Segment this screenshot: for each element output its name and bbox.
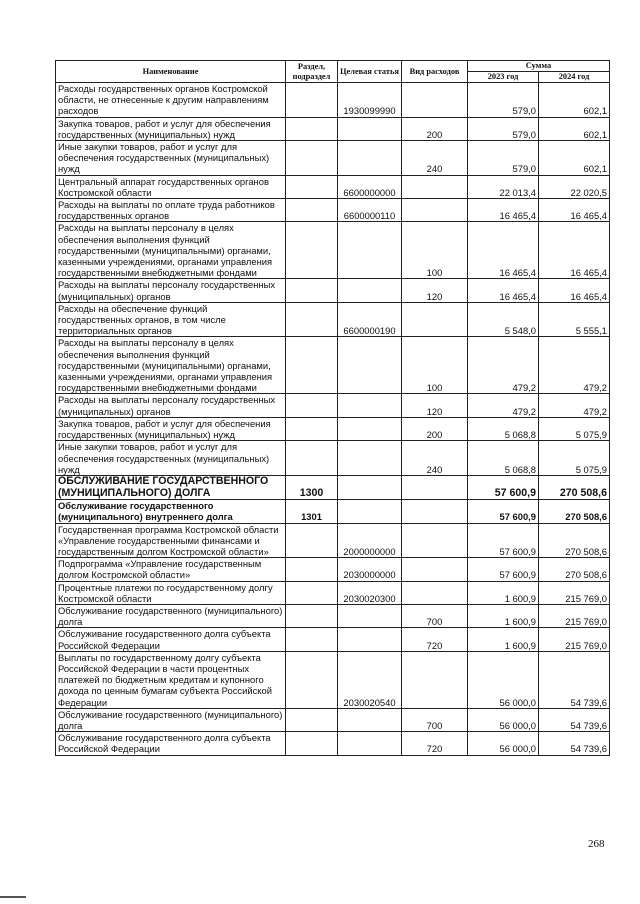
cell-razdel	[286, 628, 338, 651]
cell-cel	[338, 604, 402, 627]
cell-vid	[402, 558, 468, 581]
cell-cel	[338, 222, 402, 279]
table-row	[56, 175, 610, 198]
cell-y2024: 602,1	[539, 141, 610, 176]
table-row	[56, 199, 610, 222]
cell-razdel	[286, 441, 338, 476]
cell-vid	[402, 523, 468, 558]
header-summa: Сумма	[468, 61, 610, 72]
cell-y2023: 479,2	[468, 337, 539, 394]
cell-y2023: 16 465,4	[468, 279, 539, 302]
cell-razdel: 1301	[286, 500, 338, 523]
table-row	[56, 651, 610, 708]
cell-y2024: 270 508,6	[539, 475, 610, 499]
cell-name: Обслуживание государственного долга субъекта Российской Федерации	[56, 732, 286, 755]
table-row	[56, 83, 610, 118]
cell-y2024: 215 769,0	[539, 581, 610, 604]
table-row	[56, 302, 610, 337]
cell-y2023: 579,0	[468, 117, 539, 140]
header-name: Наименование	[56, 61, 286, 83]
cell-name: Обслуживание государственного долга субъекта Российской Федерации	[56, 628, 286, 651]
cell-cel	[338, 337, 402, 394]
cell-name: Государственная программа Костромской области «Управление государственными финансами и государственным долгом Костромской области»	[56, 523, 286, 558]
cell-name: Расходы на выплаты по оплате труда работников государственных органов	[56, 199, 286, 222]
cell-y2024: 602,1	[539, 83, 610, 118]
cell-y2023: 56 000,0	[468, 732, 539, 755]
cell-vid	[402, 199, 468, 222]
cell-vid	[402, 302, 468, 337]
table-row	[56, 117, 610, 140]
table-row	[56, 279, 610, 302]
cell-y2024: 54 739,6	[539, 651, 610, 708]
table-row	[56, 441, 610, 476]
cell-name: Закупка товаров, работ и услуг для обеспечения государственных (муниципальных) нужд	[56, 117, 286, 140]
cell-y2024: 22 020,5	[539, 175, 610, 198]
cell-cel	[338, 141, 402, 176]
cell-y2024: 270 508,6	[539, 523, 610, 558]
cell-y2024: 54 739,6	[539, 708, 610, 731]
header-year-2023: 2023 год	[468, 72, 539, 83]
cell-vid	[402, 500, 468, 523]
cell-vid: 100	[402, 222, 468, 279]
cell-vid: 120	[402, 279, 468, 302]
table-row	[56, 337, 610, 394]
cell-y2024: 5 075,9	[539, 417, 610, 440]
cell-vid: 100	[402, 337, 468, 394]
table-row	[56, 500, 610, 523]
cell-vid: 700	[402, 708, 468, 731]
cell-razdel	[286, 558, 338, 581]
cell-y2023: 579,0	[468, 141, 539, 176]
cell-vid	[402, 83, 468, 118]
cell-cel	[338, 117, 402, 140]
header-cel: Целевая статья	[338, 61, 402, 83]
table-row	[56, 394, 610, 417]
cell-y2024: 16 465,4	[539, 222, 610, 279]
cell-name: ОБСЛУЖИВАНИЕ ГОСУДАРСТВЕННОГО (МУНИЦИПАЛЬНОГО) ДОЛГА	[56, 475, 286, 499]
cell-y2023: 57 600,9	[468, 500, 539, 523]
header-vid: Вид расходов	[402, 61, 468, 83]
table-row	[56, 475, 610, 499]
table-row	[56, 558, 610, 581]
cell-y2024: 54 739,6	[539, 732, 610, 755]
cell-y2023: 5 068,8	[468, 417, 539, 440]
cell-cel: 2030000000	[338, 558, 402, 581]
cell-name: Расходы на выплаты персоналу государственных (муниципальных) органов	[56, 394, 286, 417]
cell-razdel	[286, 337, 338, 394]
cell-cel: 2000000000	[338, 523, 402, 558]
cell-cel	[338, 475, 402, 499]
cell-razdel	[286, 302, 338, 337]
cell-razdel	[286, 581, 338, 604]
cell-razdel	[286, 523, 338, 558]
cell-y2023: 57 600,9	[468, 475, 539, 499]
cell-vid	[402, 581, 468, 604]
cell-y2024: 270 508,6	[539, 558, 610, 581]
cell-y2023: 1 600,9	[468, 604, 539, 627]
cell-razdel	[286, 651, 338, 708]
cell-cel: 1930099990	[338, 83, 402, 118]
cell-razdel	[286, 175, 338, 198]
budget-table	[55, 60, 610, 756]
cell-y2023: 56 000,0	[468, 651, 539, 708]
scan-edge-mark	[0, 896, 26, 898]
cell-name: Иные закупки товаров, работ и услуг для обеспечения государственных (муниципальных) нужд	[56, 141, 286, 176]
cell-vid: 240	[402, 441, 468, 476]
cell-vid: 720	[402, 628, 468, 651]
cell-y2023: 56 000,0	[468, 708, 539, 731]
cell-y2023: 16 465,4	[468, 199, 539, 222]
cell-vid	[402, 475, 468, 499]
cell-y2023: 1 600,9	[468, 628, 539, 651]
cell-y2024: 215 769,0	[539, 628, 610, 651]
cell-y2024: 16 465,4	[539, 279, 610, 302]
cell-y2023: 1 600,9	[468, 581, 539, 604]
cell-y2023: 5 548,0	[468, 302, 539, 337]
cell-y2024: 215 769,0	[539, 604, 610, 627]
cell-vid: 720	[402, 732, 468, 755]
cell-vid: 200	[402, 117, 468, 140]
cell-name: Выплаты по государственному долгу субъекта Российской Федерации в части процентных платежей по бюджетным кредитам и купонного дохода по ценным бумагам субъекта Российской Федерации	[56, 651, 286, 708]
cell-name: Расходы на обеспечение функций государственных органов, в том числе территориальных органов	[56, 302, 286, 337]
header-year-2024: 2024 год	[539, 72, 610, 83]
table-row	[56, 604, 610, 627]
cell-y2023: 16 465,4	[468, 222, 539, 279]
cell-vid: 700	[402, 604, 468, 627]
cell-cel	[338, 500, 402, 523]
cell-name: Обслуживание государственного (муниципального) долга	[56, 708, 286, 731]
header-razdel: Раздел, подраздел	[286, 61, 338, 83]
cell-cel	[338, 441, 402, 476]
cell-y2023: 57 600,9	[468, 558, 539, 581]
cell-name: Иные закупки товаров, работ и услуг для обеспечения государственных (муниципальных) нужд	[56, 441, 286, 476]
cell-cel	[338, 708, 402, 731]
cell-razdel	[286, 732, 338, 755]
table-row	[56, 732, 610, 755]
cell-y2024: 602,1	[539, 117, 610, 140]
table-row	[56, 417, 610, 440]
cell-cel	[338, 279, 402, 302]
cell-cel: 2030020540	[338, 651, 402, 708]
cell-cel: 6600000190	[338, 302, 402, 337]
cell-razdel	[286, 83, 338, 118]
cell-y2024: 5 555,1	[539, 302, 610, 337]
table-row	[56, 708, 610, 731]
cell-name: Расходы на выплаты персоналу государственных (муниципальных) органов	[56, 279, 286, 302]
cell-name: Центральный аппарат государственных органов Костромской области	[56, 175, 286, 198]
table-header	[56, 61, 610, 83]
cell-razdel	[286, 141, 338, 176]
cell-vid	[402, 175, 468, 198]
cell-cel: 6600000000	[338, 175, 402, 198]
table-row	[56, 523, 610, 558]
cell-y2024: 270 508,6	[539, 500, 610, 523]
cell-name: Расходы на выплаты персоналу в целях обеспечения выполнения функций государственными (муниципальными) органами, казенными учреждениями, органами управления государственными внебюджетными фондами	[56, 337, 286, 394]
cell-vid: 120	[402, 394, 468, 417]
table-body	[56, 83, 610, 756]
cell-y2024: 5 075,9	[539, 441, 610, 476]
cell-vid: 200	[402, 417, 468, 440]
table-row	[56, 581, 610, 604]
cell-name: Процентные платежи по государственному долгу Костромской области	[56, 581, 286, 604]
cell-name: Закупка товаров, работ и услуг для обеспечения государственных (муниципальных) нужд	[56, 417, 286, 440]
cell-razdel	[286, 417, 338, 440]
cell-y2023: 57 600,9	[468, 523, 539, 558]
cell-name: Расходы на выплаты персоналу в целях обеспечения выполнения функций государственными (муниципальными) органами, казенными учреждениями, органами управления государственными внебюджетными фондами	[56, 222, 286, 279]
page-number: 268	[588, 838, 605, 850]
cell-razdel	[286, 117, 338, 140]
cell-cel: 2030020300	[338, 581, 402, 604]
cell-vid: 240	[402, 141, 468, 176]
cell-razdel	[286, 604, 338, 627]
cell-razdel	[286, 279, 338, 302]
cell-y2024: 16 465,4	[539, 199, 610, 222]
cell-y2023: 479,2	[468, 394, 539, 417]
cell-y2024: 479,2	[539, 394, 610, 417]
cell-name: Обслуживание государственного (муниципального) долга	[56, 604, 286, 627]
cell-y2023: 5 068,8	[468, 441, 539, 476]
cell-cel	[338, 628, 402, 651]
cell-cel	[338, 394, 402, 417]
cell-y2024: 479,2	[539, 337, 610, 394]
cell-razdel	[286, 199, 338, 222]
cell-y2023: 579,0	[468, 83, 539, 118]
table-row	[56, 222, 610, 279]
table-row	[56, 141, 610, 176]
cell-name: Обслуживание государственного (муниципального) внутреннего долга	[56, 500, 286, 523]
cell-cel: 6600000110	[338, 199, 402, 222]
cell-name: Расходы государственных органов Костромской области, не отнесенные к другим направлениям расходов	[56, 83, 286, 118]
cell-cel	[338, 732, 402, 755]
cell-razdel	[286, 708, 338, 731]
cell-cel	[338, 417, 402, 440]
cell-razdel: 1300	[286, 475, 338, 499]
cell-razdel	[286, 394, 338, 417]
cell-vid	[402, 651, 468, 708]
table-row	[56, 628, 610, 651]
cell-razdel	[286, 222, 338, 279]
cell-y2023: 22 013,4	[468, 175, 539, 198]
cell-name: Подпрограмма «Управление государственным долгом Костромской области»	[56, 558, 286, 581]
